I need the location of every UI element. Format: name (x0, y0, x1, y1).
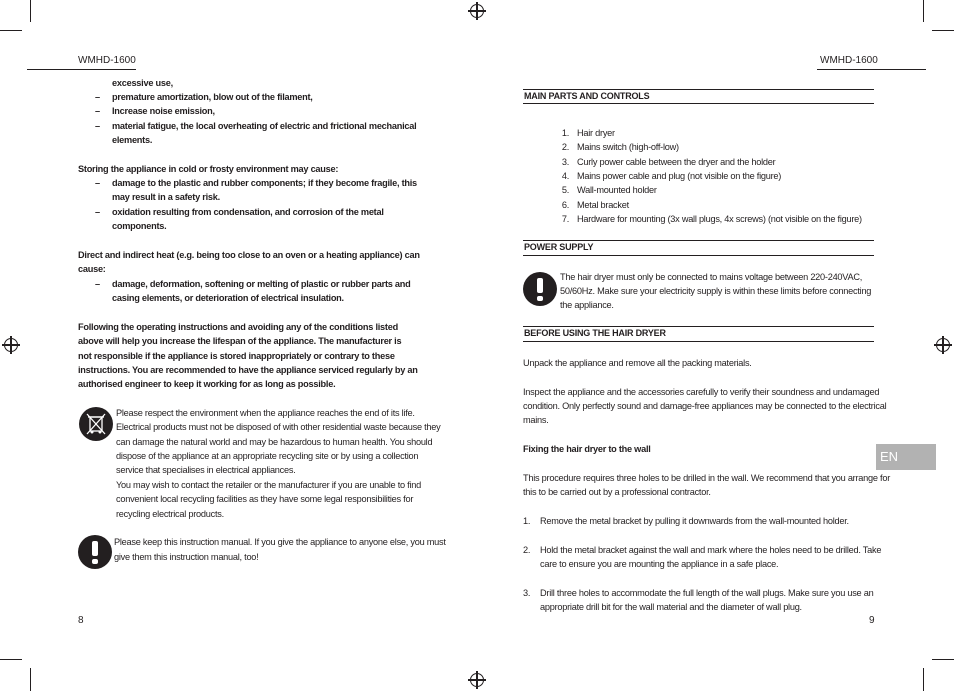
part-item: Curly power cable between the dryer and the holder (577, 156, 776, 167)
heat-title: Direct and indirect heat (e.g. being too close to an oven or a heating appliance) can (78, 250, 420, 260)
part-number: 2. (561, 142, 569, 153)
model-header-right: WMHD-1600 (820, 55, 878, 66)
section-rule (523, 341, 874, 342)
dash-bullet: – (95, 92, 100, 102)
header-rule-right (817, 69, 926, 70)
env-text: service that specialises in electrical appliances. (116, 465, 296, 475)
power-supply-title: POWER SUPPLY (524, 242, 594, 252)
power-text: the appliance. (560, 300, 614, 310)
left-list-item: Increase noise emission, (112, 106, 215, 116)
part-item: Wall-mounted holder (577, 185, 657, 196)
following-text: authorised engineer to keep it working for as long as possible. (78, 379, 336, 389)
crop-mark (0, 659, 22, 660)
env-text: Please respect the environment when the appliance reaches the end of its life. (116, 408, 415, 418)
step-number: 2. (523, 545, 531, 555)
step-number: 3. (523, 588, 531, 598)
header-rule-left (27, 69, 136, 70)
left-list-item: material fatigue, the local overheating of electric and frictional mechanical (112, 121, 417, 131)
left-list-item: may result in a safety risk. (112, 192, 220, 202)
weee-bin-icon (79, 407, 113, 441)
page-number-right: 9 (869, 615, 875, 626)
following-text: instructions. You are recommended to have the appliance serviced regularly by an (78, 365, 418, 375)
keep-text: Please keep this instruction manual. If you give the appliance to anyone else, you must (114, 537, 446, 547)
unpack-text: Unpack the appliance and remove all the packing materials. (523, 358, 752, 368)
step-text: Remove the metal bracket by pulling it downwards from the wall-mounted holder. (540, 516, 849, 526)
section-rule (523, 240, 874, 241)
left-list-item: casing elements, or deterioration of electrical insulation. (112, 293, 344, 303)
power-text: The hair dryer must only be connected to mains voltage between 220-240VAC, (560, 272, 863, 282)
left-list-item: damage, deformation, softening or melting of plastic or rubber parts and (112, 279, 411, 289)
dash-bullet: – (95, 178, 100, 188)
part-number: 7. (561, 213, 569, 224)
part-number: 6. (561, 199, 569, 210)
env-text: Electrical products must not be disposed of with other residential waste because they (116, 422, 441, 432)
part-item: Hair dryer (577, 128, 615, 138)
env-text: recycling electrical products. (116, 509, 224, 519)
main-parts-title: MAIN PARTS AND CONTROLS (524, 91, 650, 101)
part-item: Hardware for mounting (3x wall plugs, 4x screws) (not visible on the figure) (577, 213, 862, 224)
page-number-left: 8 (78, 615, 84, 626)
model-header-left: WMHD-1600 (78, 55, 136, 66)
step-text: Hold the metal bracket against the wall and mark where the holes need to be drilled. Take (540, 545, 882, 555)
left-text-line: excessive use, (112, 78, 173, 88)
warning-icon (78, 535, 112, 569)
warning-icon (523, 272, 557, 306)
left-list-item: damage to the plastic and rubber components; if they become fragile, this (112, 178, 417, 188)
registration-mark-icon (470, 4, 484, 18)
part-number: 3. (561, 156, 569, 167)
language-tab-en (876, 444, 936, 470)
part-number: 4. (561, 170, 569, 181)
registration-mark-icon (470, 673, 484, 687)
left-list-item: components. (112, 221, 167, 231)
env-text: dispose of the appliance at an appropriate recycling site or by using a collection (116, 451, 419, 461)
step-text: Drill three holes to accommodate the full length of the wall plugs. Make sure you use an (540, 588, 874, 598)
power-text: 50/60Hz. Make sure your electricity supply is within these limits before connecting (560, 286, 872, 296)
registration-mark-icon (4, 338, 18, 352)
part-number: 5. (561, 185, 569, 196)
section-rule (523, 326, 874, 327)
step-number: 1. (523, 516, 531, 526)
left-list-item: oxidation resulting from condensation, and corrosion of the metal (112, 207, 384, 217)
before-using-title: BEFORE USING THE HAIR DRYER (524, 328, 666, 338)
heat-title: cause: (78, 264, 106, 274)
part-item: Mains power cable and plug (not visible on the figure) (577, 170, 782, 181)
crop-mark (932, 659, 954, 660)
dash-bullet: – (95, 106, 100, 116)
crop-mark (923, 0, 924, 22)
env-text: can damage the natural world and may be hazardous to human health. You should (116, 437, 433, 447)
dash-bullet: – (95, 279, 100, 289)
following-text: not responsible if the appliance is stored inappropriately or contrary to these (78, 351, 395, 361)
section-rule (523, 89, 874, 90)
part-number: 1. (561, 128, 569, 138)
env-text: You may wish to contact the retailer or the manufacturer if you are unable to find (116, 480, 421, 490)
procedure-text: This procedure requires three holes to be drilled in the wall. We recommend that you arrange for (523, 473, 891, 483)
following-text: Following the operating instructions and avoiding any of the conditions listed (78, 322, 398, 332)
crop-mark (30, 0, 31, 22)
dash-bullet: – (95, 121, 100, 131)
crop-mark (932, 30, 954, 31)
step-text: appropriate drill bit for the wall material and the diameter of wall plug. (540, 602, 802, 612)
step-text: care to ensure you are mounting the appliance in a safe place. (540, 559, 779, 569)
following-text: above will help you increase the lifespan of the appliance. The manufacturer is (78, 336, 402, 346)
section-rule (523, 255, 874, 256)
crop-mark (0, 30, 22, 31)
inspect-text: mains. (523, 415, 549, 425)
dash-bullet: – (95, 207, 100, 217)
storing-title: Storing the appliance in cold or frosty environment may cause: (78, 164, 339, 174)
part-item: Metal bracket (577, 199, 629, 210)
part-item: Mains switch (high-off-low) (577, 142, 679, 153)
env-text: convenient local recycling facilities as they have some legal responsibilities for (116, 494, 414, 504)
language-tab-label: EN (880, 449, 899, 464)
keep-text: give them this instruction manual, too! (114, 552, 259, 562)
crop-mark (30, 668, 31, 691)
inspect-text: condition. Only perfectly sound and damage-free appliances may be connected to the electrical (523, 401, 887, 411)
left-list-item: elements. (112, 135, 153, 145)
crop-mark (923, 668, 924, 691)
section-rule (523, 103, 874, 104)
procedure-text: this to be carried out by a professional contractor. (523, 487, 711, 497)
left-list-item: premature amortization, blow out of the filament, (112, 92, 313, 102)
registration-mark-icon (936, 338, 950, 352)
inspect-text: Inspect the appliance and the accessories carefully to verify their soundness and undamaged (523, 387, 880, 397)
fixing-title: Fixing the hair dryer to the wall (523, 444, 651, 454)
